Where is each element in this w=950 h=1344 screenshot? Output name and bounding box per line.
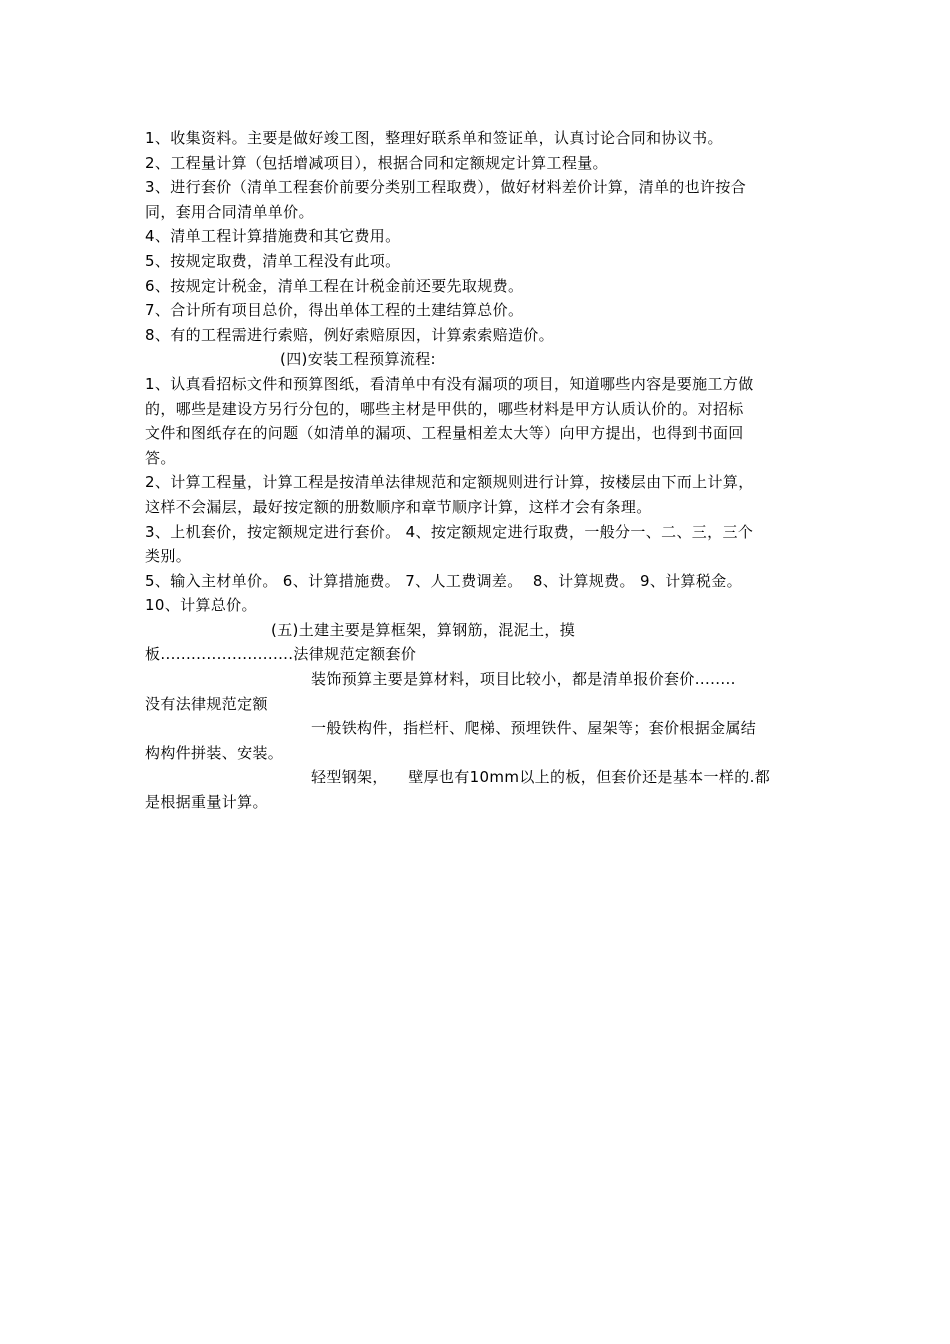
text-line: 构构件拼装、安装。 xyxy=(145,743,284,762)
text-line: (四)安装工程预算流程: xyxy=(280,350,436,369)
text-line: 文件和图纸存在的问题（如清单的漏项、工程量相差太大等）向甲方提出，也得到书面回 xyxy=(145,424,744,443)
text-line: 10、计算总价。 xyxy=(145,596,257,615)
text-line: 1、认真看招标文件和预算图纸，看清单中有没有漏项的项目，知道哪些内容是要施工方做 xyxy=(145,374,754,393)
text-line: 的，哪些是建设方另行分包的，哪些主材是甲供的，哪些材料是甲方认质认价的。对招标 xyxy=(145,399,744,418)
text-line: 2、工程量计算（包括增减项目），根据合同和定额规定计算工程量。 xyxy=(145,153,608,172)
text-line: 轻型钢架， 壁厚也有10mm以上的板，但套价还是基本一样的.都 xyxy=(311,768,771,787)
text-line: 3、进行套价（清单工程套价前要分类别工程取费），做好材料差价计算，清单的也许按合 xyxy=(145,178,747,197)
text-line: 没有法律规范定额 xyxy=(145,694,268,713)
text-line: 5、输入主材单价。 6、计算措施费。 7、人工费调差。 8、计算规费。 9、计算税金。 xyxy=(145,571,742,590)
text-line: 5、按规定取费，清单工程没有此项。 xyxy=(145,251,401,270)
text-line: 3、上机套价，按定额规定进行套价。 4、按定额规定进行取费，一般分一、二、三，三个 xyxy=(145,522,754,541)
text-line: (五)土建主要是算框架，算钢筋，混泥土，摸 xyxy=(271,620,576,639)
text-line: 装饰预算主要是算材料，项目比较小，都是清单报价套价........ xyxy=(311,670,736,689)
text-line: 2、计算工程量，计算工程是按清单法律规范和定额规则进行计算，按楼层由下而上计算， xyxy=(145,473,754,492)
text-line: 类别。 xyxy=(145,547,192,566)
text-line: 板..........................法律规范定额套价 xyxy=(145,645,417,664)
text-line: 是根据重量计算。 xyxy=(145,793,268,812)
text-line: 答。 xyxy=(145,448,176,467)
text-line: 7、合计所有项目总价，得出单体工程的土建结算总价。 xyxy=(145,301,524,320)
text-line: 8、有的工程需进行索赔，例好索赔原因，计算索索赔造价。 xyxy=(145,325,554,344)
text-line: 同，套用合同清单单价。 xyxy=(145,202,314,221)
text-line: 这样不会漏层，最好按定额的册数顺序和章节顺序计算，这样才会有条理。 xyxy=(145,497,652,516)
text-line: 4、清单工程计算措施费和其它费用。 xyxy=(145,227,401,246)
text-line: 6、按规定计税金，清单工程在计税金前还要先取规费。 xyxy=(145,276,524,295)
text-line: 一般铁构件，指栏杆、爬梯、预埋铁件、屋架等；套价根据金属结 xyxy=(311,719,757,738)
text-line: 1、收集资料。主要是做好竣工图，整理好联系单和签证单，认真讨论合同和协议书。 xyxy=(145,129,723,147)
document-body xyxy=(145,126,810,815)
